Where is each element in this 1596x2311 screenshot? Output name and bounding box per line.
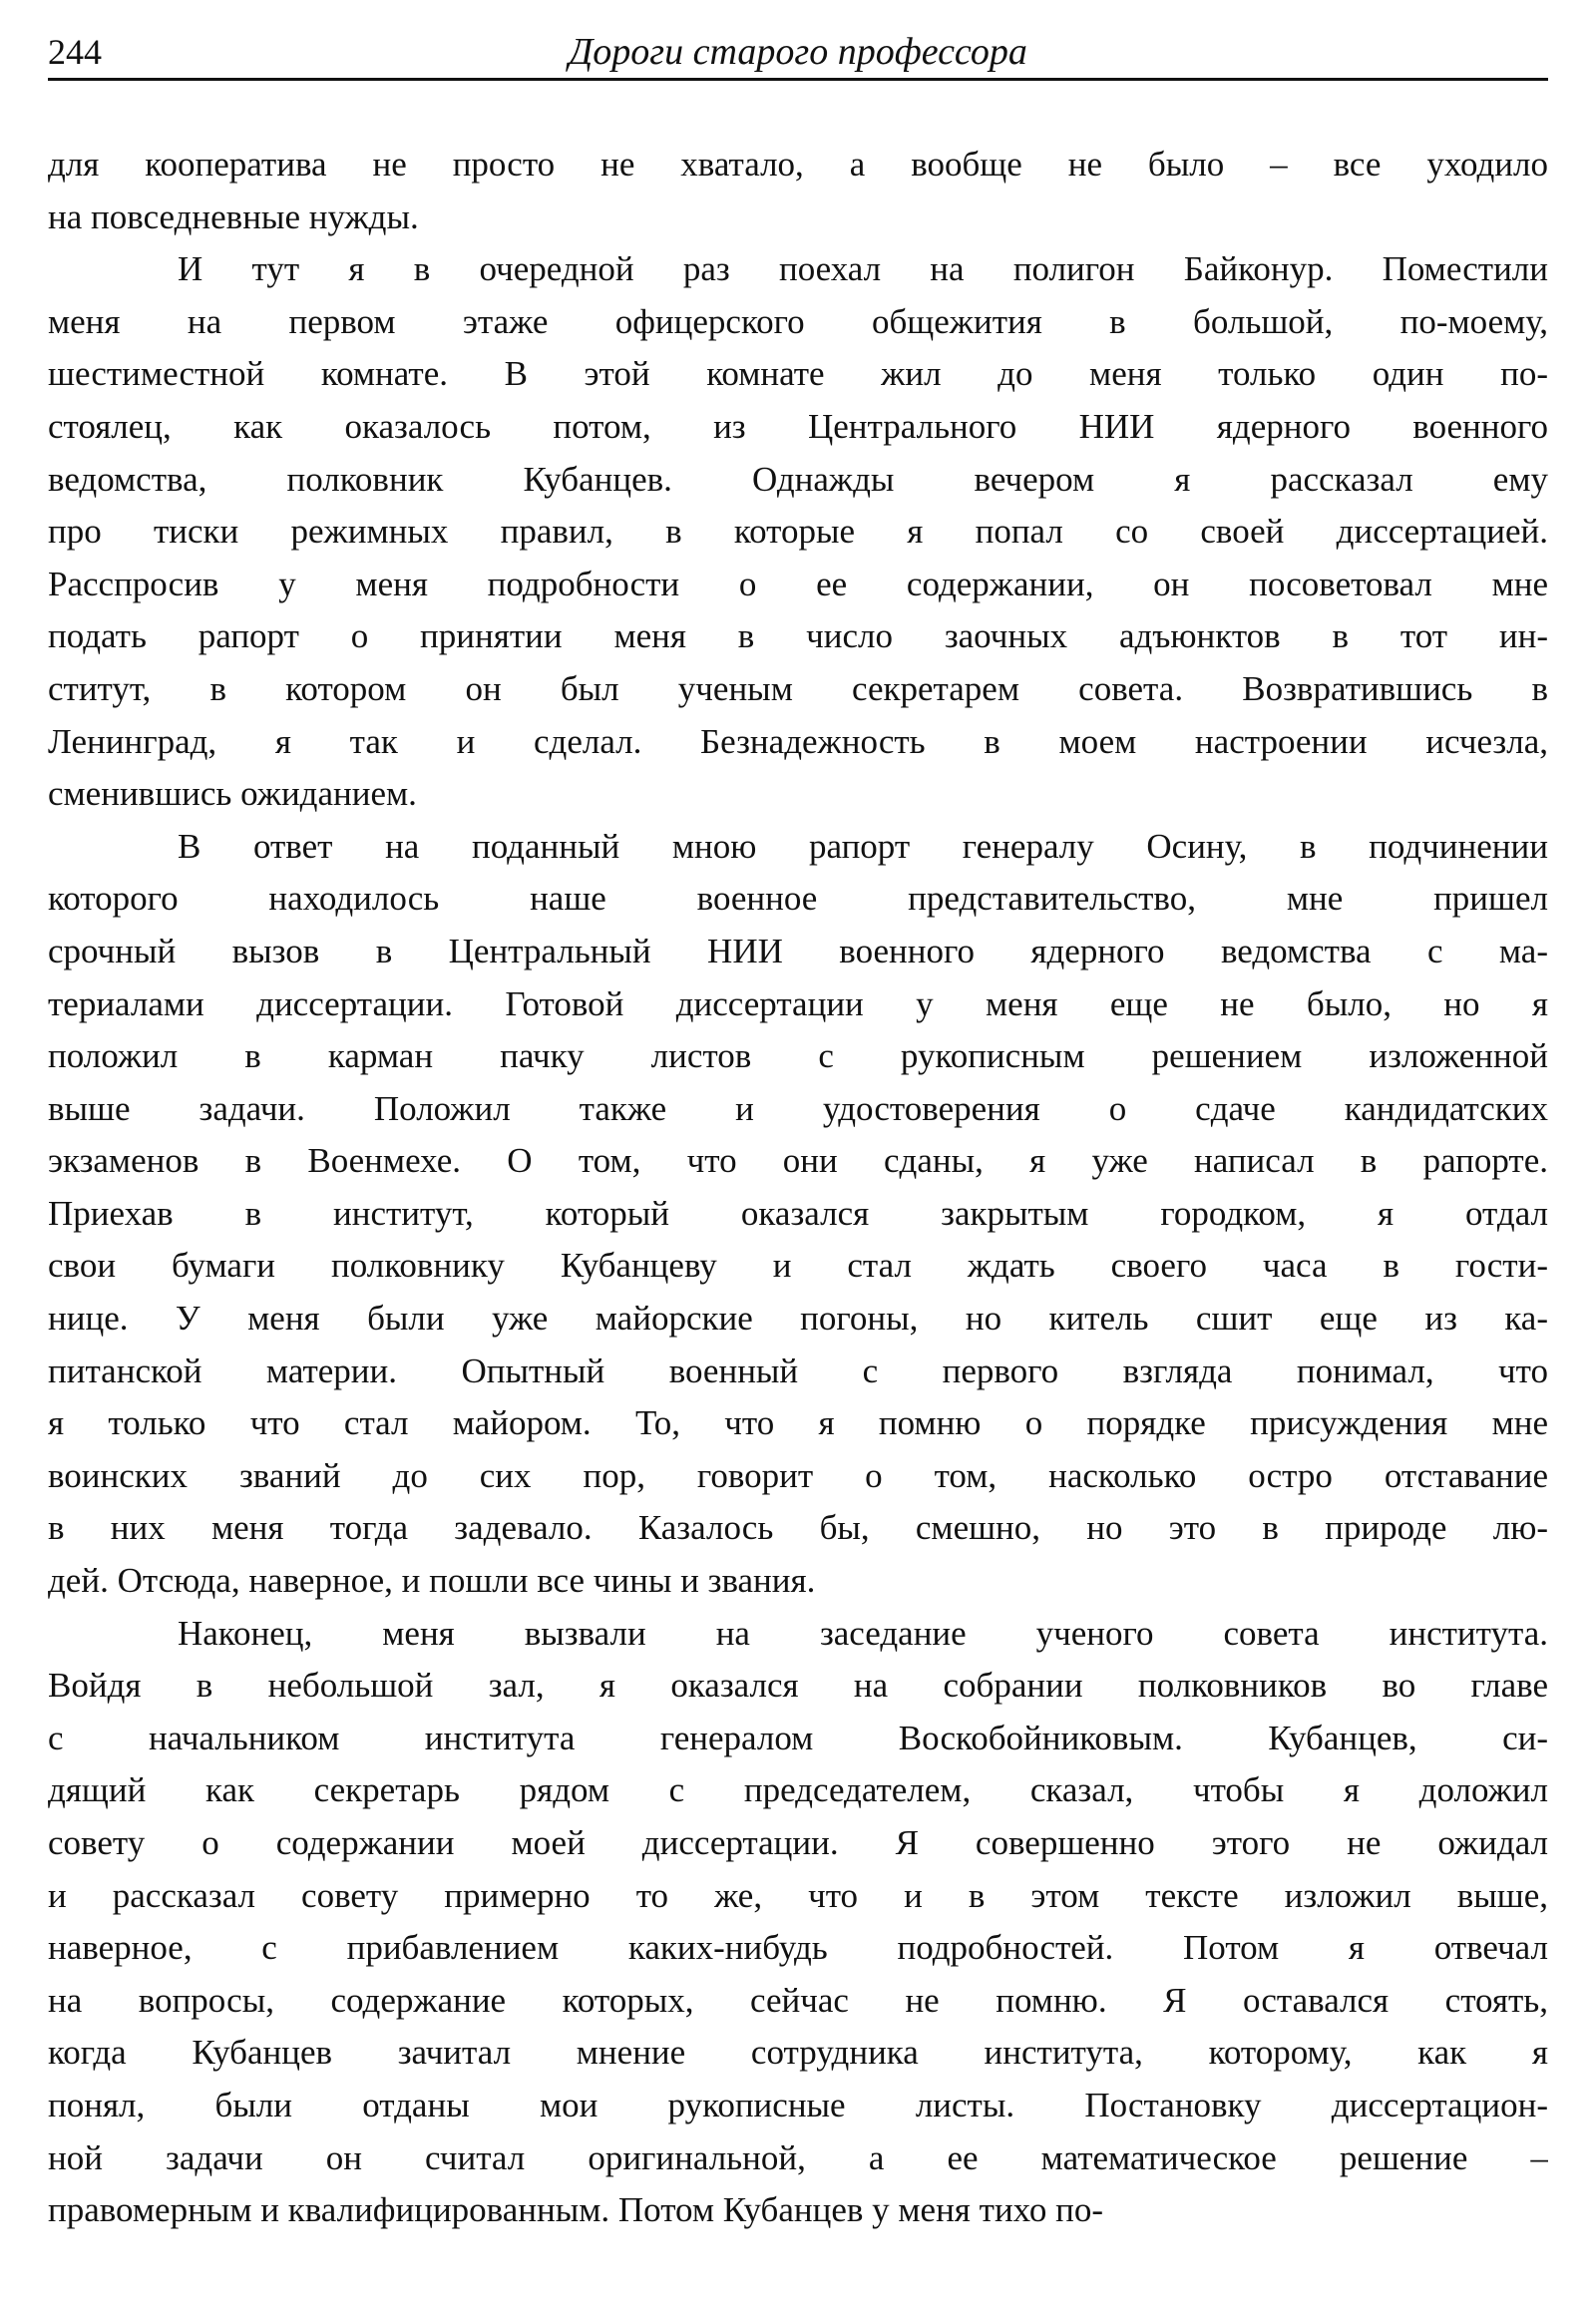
text-line: шестиместной комнате. В этой комнате жил до меня только один по- — [48, 354, 1548, 394]
text-line: воинских званий до сих пор, говорит о том, насколько остро отставание — [48, 1455, 1548, 1495]
text-line: ной задачи он считал оригинальной, а ее математическое решение – — [48, 2137, 1548, 2177]
text-line: про тиски режимных правил, в которые я попал со своей диссертацией. — [48, 512, 1548, 552]
text-line: положил в карман пачку листов с рукописным решением изложенной — [48, 1036, 1548, 1076]
text-line: питанской материи. Опытный военный с первого взгляда понимал, что — [48, 1350, 1548, 1390]
text-line: выше задачи. Положил также и удостоверения о сдаче кандидатских — [48, 1088, 1548, 1128]
text-line: Войдя в небольшой зал, я оказался на собрании полковников во главе — [48, 1666, 1548, 1706]
running-head — [48, 26, 1548, 78]
text-line: на повседневные нужды. — [48, 196, 419, 236]
text-line: с начальником института генералом Воскобойниковым. Кубанцев, си- — [48, 1718, 1548, 1757]
text-line: нице. У меня были уже майорские погоны, но китель сшит еще из ка- — [48, 1299, 1548, 1339]
paragraph — [48, 139, 1548, 243]
text-line: на вопросы, содержание которых, сейчас не помню. Я оставался стоять, — [48, 1980, 1548, 2020]
text-line: сменившись ожиданием. — [48, 774, 417, 814]
book-title: Дороги старого профессора — [569, 31, 1027, 73]
text-line: наверное, с прибавлением каких-нибудь подробностей. Потом я отвечал — [48, 1928, 1548, 1968]
text-line: Ленинград, я так и сделал. Безнадежность в моем настроении исчезла, — [48, 721, 1548, 761]
paragraph — [48, 243, 1548, 821]
text-line: срочный вызов в Центральный НИИ военного ядерного ведомства с ма- — [48, 931, 1548, 970]
text-line: меня на первом этаже офицерского общежития в большой, по-моему, — [48, 301, 1548, 341]
text-line: Расспросив у меня подробности о ее содержании, он посоветовал мне — [48, 564, 1548, 603]
text-line: ведомства, полковник Кубанцев. Однажды вечером я рассказал ему — [48, 459, 1548, 499]
text-line: экзаменов в Военмехе. О том, что они сданы, я уже написал в рапорте. — [48, 1141, 1548, 1181]
text-line: В ответ на поданный мною рапорт генералу Осину, в подчинении — [178, 826, 1548, 866]
text-line: когда Кубанцев зачитал мнение сотрудника института, которому, как я — [48, 2033, 1548, 2073]
body-text — [48, 139, 1548, 2237]
paragraph — [48, 1608, 1548, 2237]
text-line: в них меня тогда задевало. Казалось бы, смешно, но это в природе лю- — [48, 1508, 1548, 1548]
text-line: правомерным и квалифицированным. Потом Кубанцев у меня тихо по- — [48, 2190, 1103, 2230]
text-line: свои бумаги полковнику Кубанцеву и стал ждать своего часа в гости- — [48, 1246, 1548, 1286]
text-line: которого находилось наше военное представительство, мне пришел — [48, 879, 1548, 919]
text-line: ститут, в котором он был ученым секретарем совета. Возвратившись в — [48, 668, 1548, 708]
text-line: и рассказал совету примерно то же, что и в этом тексте изложил выше, — [48, 1875, 1548, 1915]
paragraph — [48, 821, 1548, 1608]
text-line: стоялец, как оказалось потом, из Центрального НИИ ядерного военного — [48, 406, 1548, 446]
text-line: Приехав в институт, который оказался закрытым городком, я отдал — [48, 1193, 1548, 1233]
text-line: понял, были отданы мои рукописные листы. Постановку диссертацион- — [48, 2085, 1548, 2124]
text-line: совету о содержании моей диссертации. Я совершенно этого не ожидал — [48, 1823, 1548, 1862]
text-line: дей. Отсюда, наверное, и пошли все чины и звания. — [48, 1561, 816, 1601]
text-line: подать рапорт о принятии меня в число заочных адъюнктов в тот ин- — [48, 616, 1548, 656]
text-line: для кооператива не просто не хватало, а вообще не было – все уходило — [48, 145, 1548, 184]
text-line: я только что стал майором. То, что я помню о порядке присуждения мне — [48, 1403, 1548, 1443]
text-line: териалами диссертации. Готовой диссертации у меня еще не было, но я — [48, 983, 1548, 1023]
text-line: дящий как секретарь рядом с председателем, сказал, чтобы я доложил — [48, 1770, 1548, 1810]
page-number: 244 — [48, 32, 102, 72]
text-line: И тут я в очередной раз поехал на полигон Байконур. Поместили — [178, 249, 1548, 289]
header-rule — [48, 78, 1548, 81]
text-line: Наконец, меня вызвали на заседание ученого совета института. — [178, 1613, 1548, 1653]
